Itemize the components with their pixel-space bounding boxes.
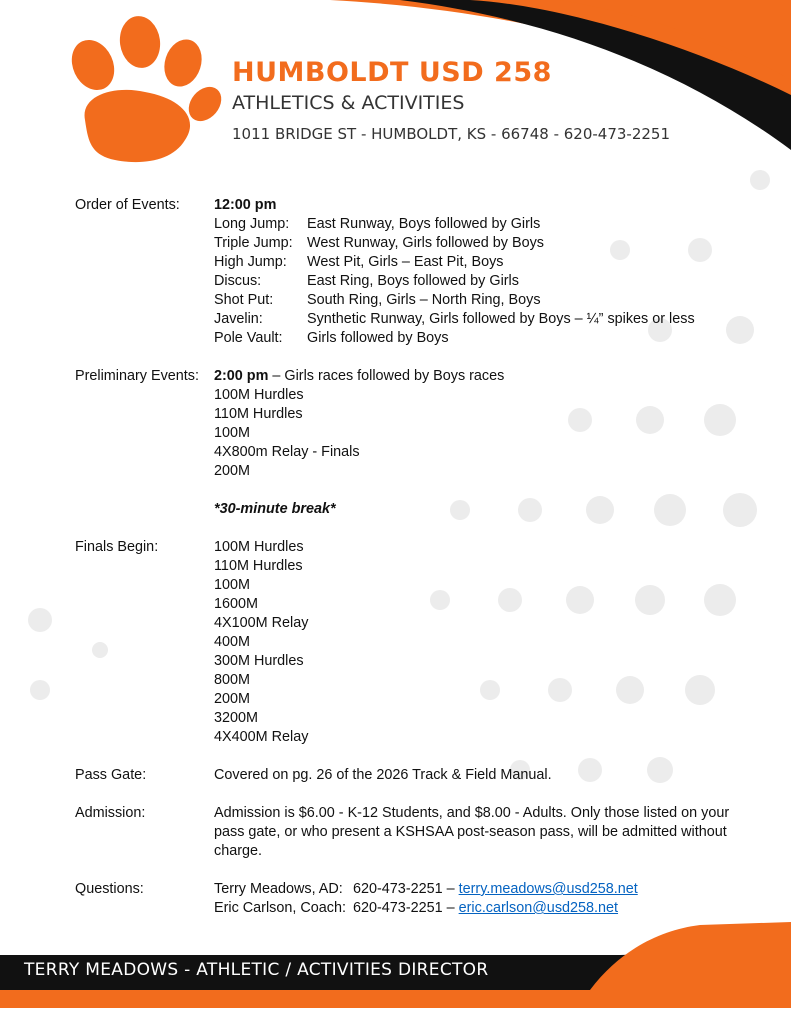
final-event: 110M Hurdles	[214, 558, 303, 574]
preliminary-events-label: Preliminary Events:	[75, 368, 199, 384]
prelim-event: 100M	[214, 425, 250, 441]
questions-section	[75, 880, 755, 918]
pass-gate-label: Pass Gate:	[75, 767, 147, 783]
admission-text: Admission is $6.00 - K-12 Students, and $8.00 - Adults. Only those listed on your pass gate, or who present a KSHSAA post-season pass, will be admitted without charge.	[214, 805, 730, 859]
order-start-time: 12:00 pm	[214, 197, 277, 213]
schedule-body	[75, 196, 755, 918]
contact-name: Eric Carlson, Coach:	[214, 900, 346, 916]
department-name: ATHLETICS & ACTIVITIES	[232, 92, 465, 114]
organization-name: HUMBOLDT USD 258	[232, 57, 552, 88]
admission-label: Admission:	[75, 805, 146, 821]
prelim-note: – Girls races followed by Boys races	[268, 368, 505, 384]
field-event-row	[214, 272, 755, 291]
contact-row	[214, 880, 755, 899]
field-event-detail: East Runway, Boys followed by Girls	[307, 216, 541, 232]
contact-phone: 620-473-2251 –	[353, 900, 459, 916]
final-event: 100M Hurdles	[214, 539, 304, 555]
prelim-time-line	[214, 367, 755, 386]
field-event-name: Triple Jump:	[214, 235, 293, 251]
contact-email-link[interactable]: terry.meadows@usd258.net	[458, 881, 638, 897]
final-event: 400M	[214, 634, 250, 650]
pass-gate-text: Covered on pg. 26 of the 2026 Track & Field Manual.	[214, 767, 552, 783]
field-event-name: Long Jump:	[214, 216, 290, 232]
field-event-row	[214, 234, 755, 253]
final-event: 3200M	[214, 710, 259, 726]
prelim-start-time: 2:00 pm	[214, 368, 269, 384]
field-event-detail: Girls followed by Boys	[307, 330, 449, 346]
field-event-row	[214, 310, 755, 329]
contact-row	[214, 899, 755, 918]
field-event-name: Javelin:	[214, 311, 263, 327]
field-event-detail: West Runway, Girls followed by Boys	[307, 235, 544, 251]
questions-label: Questions:	[75, 881, 144, 897]
admission-section	[75, 804, 755, 861]
final-event: 1600M	[214, 596, 259, 612]
final-event: 4X400M Relay	[214, 729, 309, 745]
final-event: 800M	[214, 672, 250, 688]
order-of-events-label: Order of Events:	[75, 197, 180, 213]
prelim-event: 110M Hurdles	[214, 406, 303, 422]
final-event: 200M	[214, 691, 250, 707]
prelim-event: 200M	[214, 463, 250, 479]
pass-gate-section	[75, 766, 755, 785]
finals-section	[75, 538, 755, 747]
final-event: 4X100M Relay	[214, 615, 309, 631]
footer-orange-band	[0, 990, 791, 1008]
prelim-event: 4X800m Relay - Finals	[214, 444, 360, 460]
field-event-detail: South Ring, Girls – North Ring, Boys	[307, 292, 541, 308]
field-event-detail: East Ring, Boys followed by Girls	[307, 273, 519, 289]
contact-phone: 620-473-2251 –	[353, 881, 459, 897]
order-of-events-section	[75, 196, 755, 348]
field-event-row	[214, 215, 755, 234]
field-event-name: Shot Put:	[214, 292, 274, 308]
break-note: *30-minute break*	[214, 501, 336, 517]
finals-label: Finals Begin:	[75, 539, 159, 555]
field-event-name: Discus:	[214, 273, 262, 289]
tiger-paw-icon	[64, 13, 228, 162]
footer-director-title: TERRY MEADOWS - ATHLETIC / ACTIVITIES DIRECTOR	[24, 960, 489, 980]
field-event-row	[214, 329, 755, 348]
field-event-detail: Synthetic Runway, Girls followed by Boys – ¼” spikes or less	[307, 311, 695, 327]
address-line: 1011 BRIDGE ST - HUMBOLDT, KS - 66748 - 620-473-2251	[232, 125, 671, 143]
field-event-name: High Jump:	[214, 254, 287, 270]
final-event: 300M Hurdles	[214, 653, 304, 669]
letterhead	[232, 58, 670, 146]
field-event-detail: West Pit, Girls – East Pit, Boys	[307, 254, 504, 270]
field-event-row	[214, 291, 755, 310]
final-event: 100M	[214, 577, 250, 593]
preliminary-events-section	[75, 367, 755, 519]
field-event-name: Pole Vault:	[214, 330, 283, 346]
field-event-row	[214, 253, 755, 272]
contact-name: Terry Meadows, AD:	[214, 881, 343, 897]
prelim-event: 100M Hurdles	[214, 387, 304, 403]
contact-email-link[interactable]: eric.carlson@usd258.net	[458, 900, 619, 916]
